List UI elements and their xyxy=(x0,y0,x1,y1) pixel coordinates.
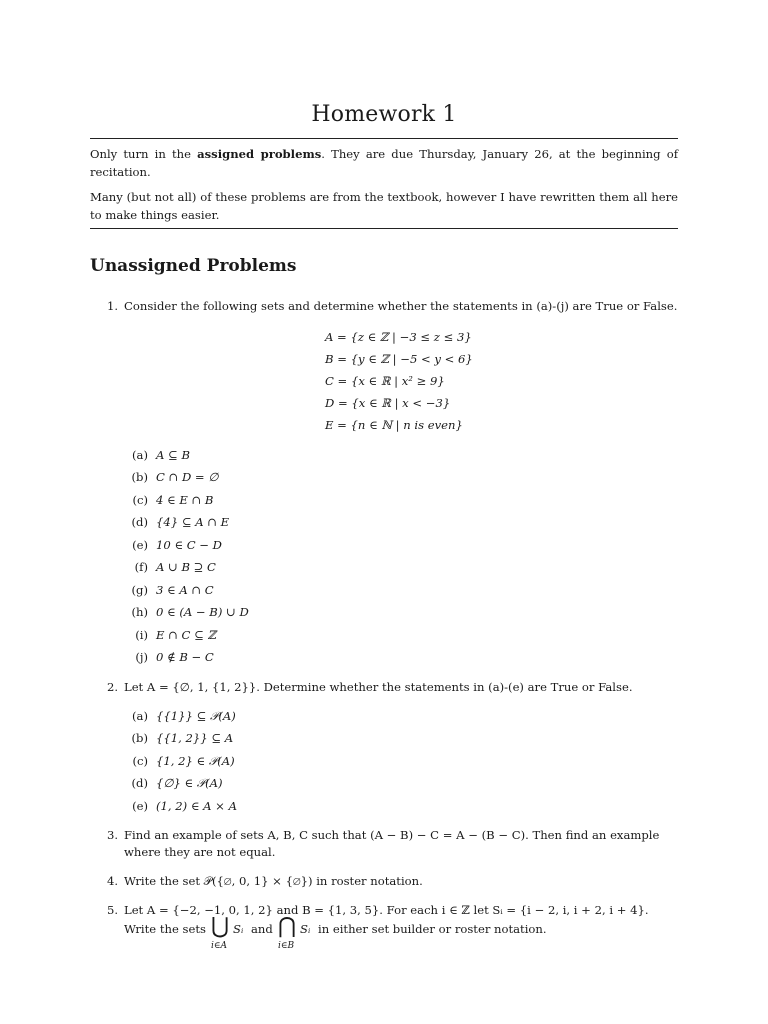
part-label: (c) xyxy=(132,493,148,507)
intro-paragraph-1 xyxy=(90,145,678,181)
part-statement: 3 ∈ A ∩ C xyxy=(156,583,214,597)
part-label: (a) xyxy=(132,448,148,462)
set-definition: E = {n ∈ ℕ | n is even} xyxy=(325,418,463,432)
section-heading: Unassigned Problems xyxy=(90,256,297,276)
part-statement: {{1, 2}} ⊆ A xyxy=(156,731,234,745)
part-statement: (1, 2) ∈ A × A xyxy=(156,799,237,813)
part-statement: 0 ∈ (A − B) ∪ D xyxy=(156,605,249,619)
intro-paragraph-2: Many (but not all) of these problems are from the textbook, however I have rewritten them all here to make things easier. xyxy=(90,190,678,222)
set-definition: C = {x ∈ ℝ | x² ≥ 9} xyxy=(325,374,445,388)
problem-number: 1. xyxy=(106,299,118,313)
part-label: (a) xyxy=(132,709,148,723)
problem-5-and: and xyxy=(251,922,273,936)
assigned-problems-emphasis: assigned problems xyxy=(197,147,322,161)
bottom-rule xyxy=(90,228,678,229)
part-statement: {1, 2} ∈ 𝒫(A) xyxy=(156,754,235,768)
part-statement: A ∪ B ⊇ C xyxy=(156,560,216,574)
big-union-symbol: ⋃ xyxy=(211,914,230,939)
problem-3-line-1: Find an example of sets A, B, C such that (A − B) − C = A − (B − C). Then find an example xyxy=(124,828,660,842)
part-label: (j) xyxy=(135,650,148,664)
big-intersection-symbol: ⋂ xyxy=(278,914,297,939)
problem-1-text: Consider the following sets and determine whether the statements in (a)-(j) are True or False. xyxy=(124,299,678,313)
part-label: (g) xyxy=(131,583,148,597)
problem-5-line-1: Let A = {−2, −1, 0, 1, 2} and B = {1, 3, 5}. For each i ∈ ℤ let Sᵢ = {i − 2, i, i + 2, i + 4}. xyxy=(124,903,649,917)
part-statement: E ∩ C ⊆ ℤ xyxy=(156,628,216,642)
union-term: Sᵢ xyxy=(233,922,244,936)
part-statement: {{1}} ⊆ 𝒫(A) xyxy=(156,709,236,723)
set-definition: A = {z ∈ ℤ | −3 ≤ z ≤ 3} xyxy=(325,330,472,344)
part-statement: 4 ∈ E ∩ B xyxy=(156,493,214,507)
part-label: (b) xyxy=(131,470,148,484)
intersection-term: Sᵢ xyxy=(300,922,311,936)
problem-5-line-2-end: in either set builder or roster notation. xyxy=(318,922,547,936)
problem-4-text: Write the set 𝒫({∅, 0, 1} × {∅}) in roster notation. xyxy=(124,874,423,888)
problem-number: 3. xyxy=(106,828,118,842)
problem-2-text: Let A = {∅, 1, {1, 2}}. Determine whether the statements in (a)-(e) are True or False. xyxy=(124,680,633,694)
part-label: (b) xyxy=(131,731,148,745)
problem-3-line-2: where they are not equal. xyxy=(124,845,276,859)
part-label: (h) xyxy=(131,605,148,619)
part-statement: 10 ∈ C − D xyxy=(156,538,222,552)
top-rule xyxy=(90,138,678,139)
problem-number: 2. xyxy=(106,680,118,694)
problem-5-line-2-start: Write the sets xyxy=(124,922,206,936)
problem-number: 4. xyxy=(106,874,118,888)
page-title: Homework 1 xyxy=(311,102,457,127)
part-label: (e) xyxy=(132,799,148,813)
part-statement: C ∩ D = ∅ xyxy=(156,470,219,484)
part-label: (e) xyxy=(132,538,148,552)
part-label: (f) xyxy=(134,560,148,574)
set-definition: B = {y ∈ ℤ | −5 < y < 6} xyxy=(325,352,473,366)
problem-number: 5. xyxy=(106,903,118,917)
intro-text: Only turn in the xyxy=(90,147,198,161)
union-index: i∈A xyxy=(211,941,228,951)
intersection-index: i∈B xyxy=(278,941,295,951)
part-statement: A ⊆ B xyxy=(156,448,190,462)
part-statement: {4} ⊆ A ∩ E xyxy=(156,515,230,529)
set-definition: D = {x ∈ ℝ | x < −3} xyxy=(325,396,451,410)
intro-text-suffix: . They are due Thursday, January 26, at the beginning of recitation. xyxy=(90,147,678,179)
part-label: (d) xyxy=(131,515,148,529)
part-label: (i) xyxy=(135,628,148,642)
part-label: (d) xyxy=(131,776,148,790)
part-statement: {∅} ∈ 𝒫(A) xyxy=(156,776,223,790)
part-statement: 0 ∉ B − C xyxy=(156,650,214,664)
part-label: (c) xyxy=(132,754,148,768)
